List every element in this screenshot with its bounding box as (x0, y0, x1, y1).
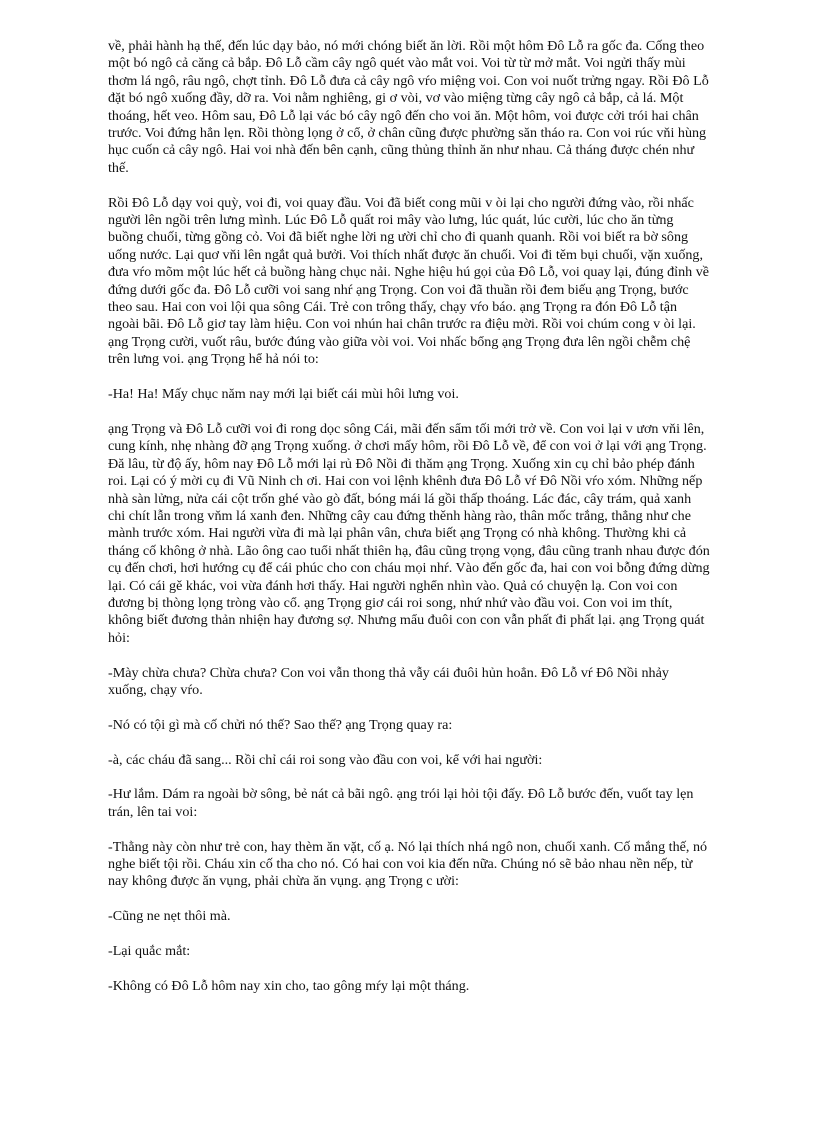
paragraph: -Nó có tội gì mà cố chửi nó thế? Sao thế? ạng Trọng quay ra: (108, 716, 453, 733)
paragraph: -Mày chừa chưa? Chừa chưa? Con voi vẫn thong thả vẫy cái đuôi hủn hoẳn. Đô Lỗ vŕ Đô Nồi nhảy xuống, chạy vŕo. (108, 664, 669, 698)
paragraph: -Ha! Ha! Mấy chục năm nay mới lại biết cái mùi hôi lưng voi. (108, 386, 459, 403)
paragraph: -à, các cháu đã sang... Rồi chỉ cái roi song vào đầu con voi, kể với hai người: (108, 751, 543, 768)
paragraph: -Lại quắc mắt: (108, 942, 191, 959)
paragraph: Rồi Đô Lỗ dạy voi quỳ, voi đi, voi quay đầu. Voi đã biết cong mũi v òi lại cho người đứng vào, rồi nhấc người lên ngồi trên lưng mình. Lúc Đô Lỗ quất roi mây vào lưng, lúc quát, lúc cười, lúc cho ăn từng buồng chuối, từng gồng cỏ. Voi đã biết nghe lời ng ười chỉ cho đi quanh quanh. Rồi voi biết ra bờ sông uống nước. Lại quơ vňi lên ngắt quả bưởi. Voi thích nhất được ăn chuối. Voi đi těm bụi chuối, vặn xuống, đưa vŕo mõm một lúc hết cả buồng hàng chục nải. Nghe hiệu hú gọi của Đô Lỗ, voi quay lại, đúng đỉnh về đứng dưới gốc đa. Đô Lỗ cưỡi voi sang nhŕ ạng Trọng. Con voi đã thuần rồi đem biếu ạng Trọng, bước theo sau. Hai con voi lội qua sông Cái. Trẻ con trông thấy, chạy vŕo báo. ạng Trọng ra đón Đô Lỗ tận ngoài bãi. Đô Lỗ giơ tay làm hiệu. Con voi nhún hai chân trước ra điệu mời. Rồi voi chúm cong v òi lại. ạng Trọng cười, vuốt râu, bước đúng vào giữa vòi voi. Voi nhấc bổng ạng Trọng đưa lên ngồi chễm chệ trên lưng voi. ạng Trọng hể hả nói to: (108, 194, 710, 368)
paragraph: -Hư lắm. Dám ra ngoài bờ sông, bẻ nát cả bãi ngô. ạng trói lại hỏi tội đấy. Đô Lỗ bước đến, vuốt tay lẹn trán, lên tai voi: (108, 786, 694, 820)
document-body (108, 38, 710, 1013)
paragraph: ạng Trọng và Đô Lỗ cưỡi voi đi rong dọc sông Cái, mãi đến sẩm tối mới trở về. Con voi lại v ươn vňi lên, cung kính, nhẹ nhàng đỡ ạng Trọng xuống. ở chơi mấy hôm, rồi Đô Lỗ về, để con voi ở lại với ạng Trọng. Đă lâu, từ độ ấy, hôm nay Đô Lỗ mới lại rủ Đô Nồi đi thăm ạng Trọng. Xuống xin cụ chỉ bảo phép đánh roi. Lại có ý mời cụ đi Vũ Ninh ch ơi. Hai con voi lệnh khênh đưa Đô Lỗ vŕ Đô Nồi vŕo xóm. Những nếp nhà sàn lửng, nửa cái cột trốn ghé vào gò đất, bóng mái lá gồi thấp thoáng. Lác đác, cây trám, quả xanh chi chít lẫn trong vňm lá xanh đen. Những cây cau đứng thěnh hàng rào, thân mốc trắng, thẳng như che mành trước xóm. Hai người vừa đi mà lại phân vân, chưa biết ạng Trọng có nhà không. Thường khi cả tháng cố không ở nhà. Lão ông cao tuổi nhất thiên hạ, đâu cũng trọng vọng, đâu cũng tranh nhau được đón cụ đến chơi, hơi hướng cụ để cái phúc cho con cháu mọi nhŕ. Vào đến gốc đa, hai con voi bỗng đứng dừng lại. Có cái gě khác, voi vừa đánh hơi thấy. Hai người nghển nhìn vào. Quả có chuyện lạ. Con voi con đương bị thòng lọng tròng vào cổ. ạng Trọng giơ cái roi song, nhứ nhứ vào đầu voi. Con voi im thít, không biết đương thản nhiện hay đương sợ. Nhưng mẩu đuôi con con vẫn phất đi phất lại. ạng Trọng quát hỏi: (108, 420, 710, 646)
paragraph: về, phải hành hạ thế, đến lúc dạy bảo, nó mới chóng biết ăn lời. Rồi một hôm Đô Lỗ ra gốc đa. Cống theo một bó ngô cả căng cả bắp. Đô Lỗ cầm cây ngô quét vào mắt voi. Voi từ từ mở mắt. Voi ngửi thấy mùi thơm lá ngô, râu ngô, chợt tỉnh. Đô Lỗ đưa cả cây ngô vŕo miệng voi. Con voi nuốt trửng ngay. Rồi Đô Lỗ đặt bó ngô xuống đầy, dỡ ra. Voi nằm nghiêng, gi ơ vòi, vơ vào miệng từng cây ngô cả bắp, cả lá. Một thoáng, hết veo. Hôm sau, Đô Lỗ lại vác bó cây ngô đến cho voi ăn. Một hôm, voi được cởi trói hai chân trước. Voi đứng hẳn lẹn. Rồi thòng lọng ở cổ, ở chân cũng được phường săn tháo ra. Con voi rúc vňi hùng hục cuốn cả cây ngô. Hai voi nhà đến bên cạnh, cũng thủng thỉnh ăn như nhau. Cả tháng được chén như thế. (108, 38, 709, 176)
paragraph: -Thằng này còn như trẻ con, hay thèm ăn vặt, cố ạ. Nó lại thích nhá ngô non, chuối xanh. Cố mắng thế, nó nghe biết tội rồi. Cháu xin cố tha cho nó. Có hai con voi kia đến nữa. Chúng nó sẽ bảo nhau nền nếp, từ nay không được ăn vụng, phải chừa ăn vụng. ạng Trọng c ười: (108, 838, 708, 890)
paragraph: -Không có Đô Lỗ hôm nay xin cho, tao gông mŕy lại một tháng. (108, 977, 470, 994)
paragraph: -Cũng ne nẹt thôi mà. (108, 908, 231, 925)
